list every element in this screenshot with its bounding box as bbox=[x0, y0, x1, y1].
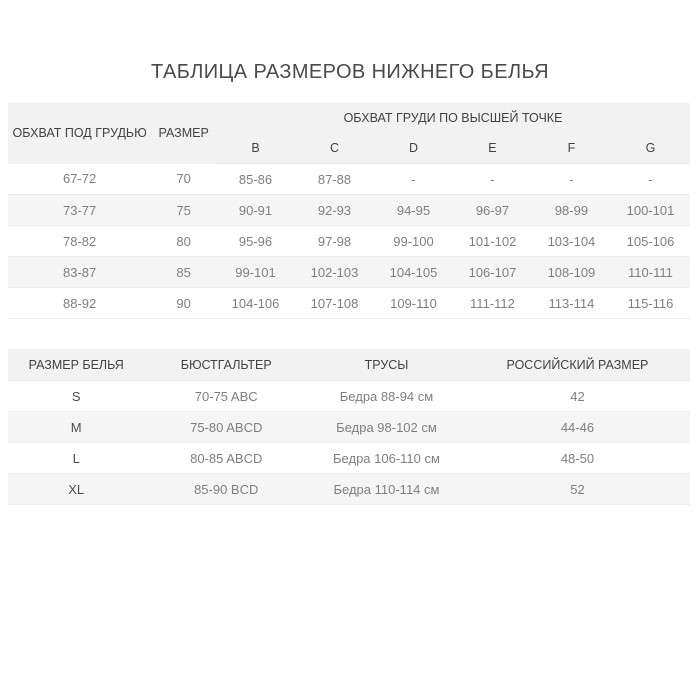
underbust-cell: 73-77 bbox=[8, 195, 151, 226]
garment-size-cell: S bbox=[8, 381, 144, 412]
cup-cell: 113-114 bbox=[532, 288, 611, 319]
cup-cell: - bbox=[453, 164, 532, 195]
size-column-header: РАЗМЕР bbox=[151, 103, 216, 164]
bra-cell: 75-80 ABCD bbox=[144, 412, 308, 443]
cup-cell: 99-101 bbox=[216, 257, 295, 288]
bra-cell: 85-90 BCD bbox=[144, 474, 308, 505]
cup-cell: 105-106 bbox=[611, 226, 690, 257]
garment-size-cell: L bbox=[8, 443, 144, 474]
cup-header-b: B bbox=[216, 133, 295, 164]
cup-cell: 100-101 bbox=[611, 195, 690, 226]
cup-cell: 85-86 bbox=[216, 164, 295, 195]
cup-cell: 110-111 bbox=[611, 257, 690, 288]
cup-cell: 95-96 bbox=[216, 226, 295, 257]
garment-size-cell: M bbox=[8, 412, 144, 443]
underbust-cell: 78-82 bbox=[8, 226, 151, 257]
size-cell: 70 bbox=[151, 164, 216, 195]
table-row bbox=[8, 412, 690, 443]
cup-header-c: C bbox=[295, 133, 374, 164]
cup-cell: 96-97 bbox=[453, 195, 532, 226]
russian-size-cell: 48-50 bbox=[465, 443, 690, 474]
underbust-cell: 83-87 bbox=[8, 257, 151, 288]
cup-header-g: G bbox=[611, 133, 690, 164]
cup-header-d: D bbox=[374, 133, 453, 164]
underbust-cell: 67-72 bbox=[8, 164, 151, 195]
garment-size-table-header bbox=[8, 349, 690, 381]
size-cell: 85 bbox=[151, 257, 216, 288]
cup-cell: - bbox=[532, 164, 611, 195]
garment-size-table bbox=[8, 349, 690, 505]
bust-size-table bbox=[8, 103, 690, 319]
underbust-column-header: ОБХВАТ ПОД ГРУДЬЮ bbox=[8, 103, 151, 164]
size-cell: 75 bbox=[151, 195, 216, 226]
table-row bbox=[8, 288, 690, 319]
cup-cell: 106-107 bbox=[453, 257, 532, 288]
bra-column-header: БЮСТГАЛЬТЕР bbox=[144, 349, 308, 381]
table-row bbox=[8, 226, 690, 257]
panties-cell: Бедра 88-94 см bbox=[308, 381, 465, 412]
panties-cell: Бедра 98-102 см bbox=[308, 412, 465, 443]
bra-cell: 80-85 ABCD bbox=[144, 443, 308, 474]
tables-container bbox=[8, 103, 690, 505]
table-row bbox=[8, 443, 690, 474]
size-cell: 90 bbox=[151, 288, 216, 319]
cup-cell: 87-88 bbox=[295, 164, 374, 195]
cup-cell: 97-98 bbox=[295, 226, 374, 257]
russian-size-cell: 42 bbox=[465, 381, 690, 412]
russian-size-column-header: РОССИЙСКИЙ РАЗМЕР bbox=[465, 349, 690, 381]
cup-cell: 92-93 bbox=[295, 195, 374, 226]
cup-cell: 102-103 bbox=[295, 257, 374, 288]
table-row bbox=[8, 474, 690, 505]
panties-cell: Бедра 110-114 см bbox=[308, 474, 465, 505]
cup-cell: 101-102 bbox=[453, 226, 532, 257]
page-title: ТАБЛИЦА РАЗМЕРОВ НИЖНЕГО БЕЛЬЯ bbox=[151, 61, 549, 83]
cup-cell: 109-110 bbox=[374, 288, 453, 319]
panties-column-header: ТРУСЫ bbox=[308, 349, 465, 381]
cup-cell: 90-91 bbox=[216, 195, 295, 226]
cup-cell: 99-100 bbox=[374, 226, 453, 257]
bust-size-table-header bbox=[8, 103, 690, 164]
cup-cell: 103-104 bbox=[532, 226, 611, 257]
size-cell: 80 bbox=[151, 226, 216, 257]
garment-size-cell: XL bbox=[8, 474, 144, 505]
russian-size-cell: 52 bbox=[465, 474, 690, 505]
cup-cell: 94-95 bbox=[374, 195, 453, 226]
cup-cell: - bbox=[374, 164, 453, 195]
panties-cell: Бедра 106-110 см bbox=[308, 443, 465, 474]
cup-cell: - bbox=[611, 164, 690, 195]
bra-cell: 70-75 ABC bbox=[144, 381, 308, 412]
bust-group-header: ОБХВАТ ГРУДИ ПО ВЫСШЕЙ ТОЧКЕ bbox=[216, 103, 690, 133]
cup-cell: 115-116 bbox=[611, 288, 690, 319]
cup-header-e: E bbox=[453, 133, 532, 164]
table-row bbox=[8, 257, 690, 288]
cup-cell: 104-105 bbox=[374, 257, 453, 288]
table-row bbox=[8, 164, 690, 195]
cup-cell: 108-109 bbox=[532, 257, 611, 288]
table-row bbox=[8, 381, 690, 412]
cup-cell: 98-99 bbox=[532, 195, 611, 226]
underbust-cell: 88-92 bbox=[8, 288, 151, 319]
russian-size-cell: 44-46 bbox=[465, 412, 690, 443]
garment-size-column-header: РАЗМЕР БЕЛЬЯ bbox=[8, 349, 144, 381]
table-row bbox=[8, 195, 690, 226]
cup-cell: 107-108 bbox=[295, 288, 374, 319]
cup-cell: 111-112 bbox=[453, 288, 532, 319]
cup-cell: 104-106 bbox=[216, 288, 295, 319]
cup-header-f: F bbox=[532, 133, 611, 164]
